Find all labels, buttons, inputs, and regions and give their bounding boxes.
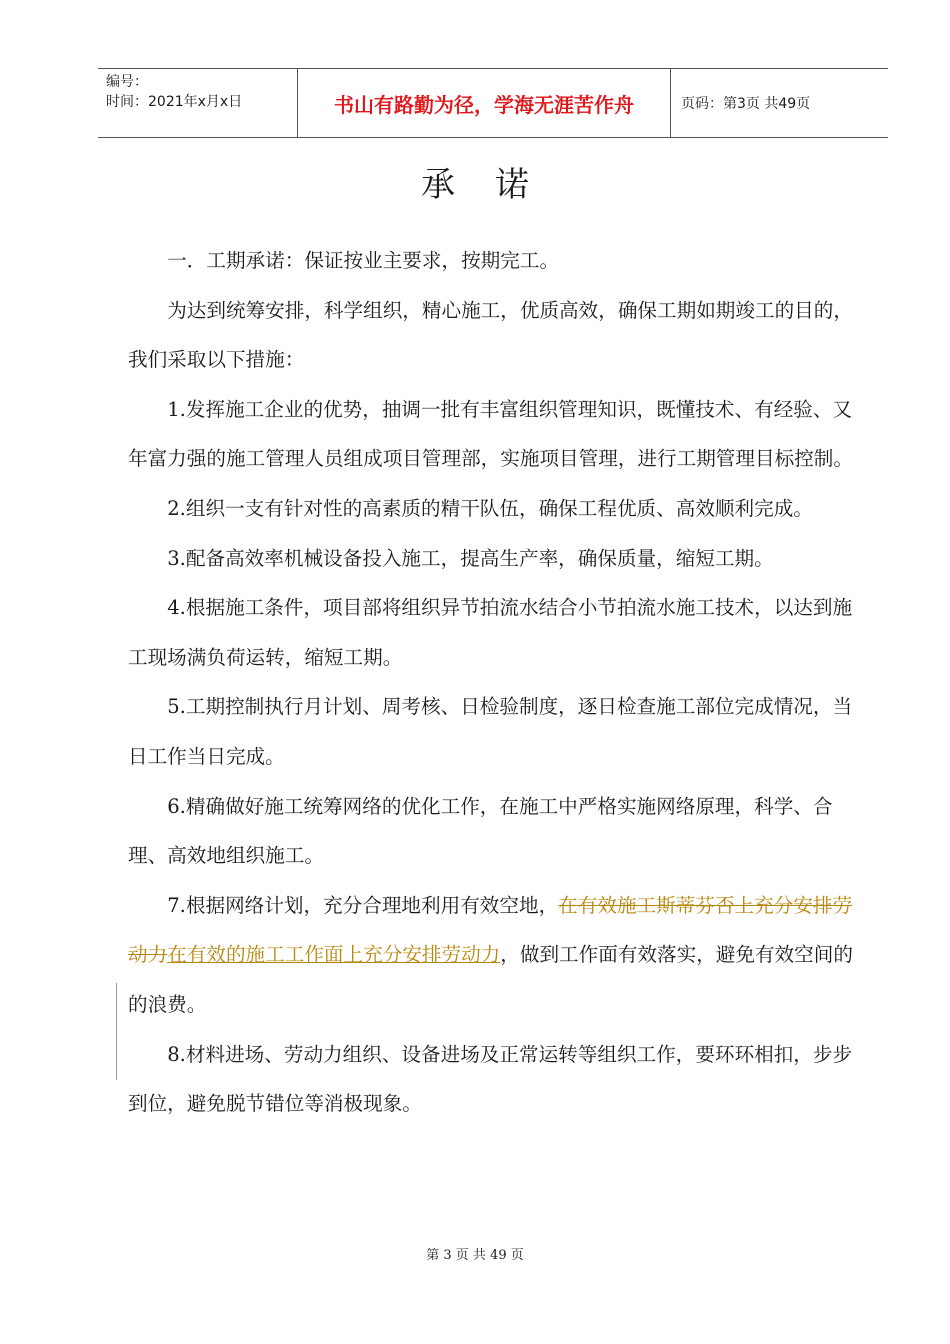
paragraph-9-text-a: 7.根据网络计划，充分合理地利用有效空地， bbox=[167, 893, 559, 917]
paragraph-9 bbox=[128, 881, 862, 1030]
document-title: 承诺 bbox=[421, 165, 569, 205]
paragraph-3: 1.发挥施工企业的优势，抽调一批有丰富组织管理知识，既懂技术、有经验、又年富力强的施工管理人员组成项目管理部，实施项目管理，进行工期管理目标控制。 bbox=[128, 397, 853, 471]
header-number-label: 编号： bbox=[106, 74, 148, 90]
deleted-revision-text: 在有效施工斯蒂芬否上充分安排劳动力 bbox=[128, 893, 853, 967]
header-motto: 书山有路勤为径，学海无涯苦作舟 bbox=[298, 69, 671, 137]
paragraph-5: 3.配备高效率机械设备投入施工，提高生产率，确保质量，缩短工期。 bbox=[167, 546, 774, 570]
inserted-revision-text: 在有效的施工工作面上充分安排劳动力 bbox=[167, 943, 501, 967]
paragraph-7: 5.工期控制执行月计划、周考核、日检验制度，逐日检查施工部位完成情况，当日工作当日完成。 bbox=[128, 695, 853, 768]
page-header bbox=[98, 68, 888, 138]
paragraph-6: 4.根据施工条件，项目部将组织异节拍流水结合小节拍流水施工技术，以达到施工现场满负荷运转，缩短工期。 bbox=[128, 596, 853, 669]
paragraph-8: 6.精确做好施工统筹网络的优化工作，在施工中严格实施网络原理，科学、合理、高效地组织施工。 bbox=[128, 794, 833, 868]
paragraph-2: 为达到统筹安排，科学组织，精心施工，优质高效，确保工期如期竣工的目的，我们采取以下措施： bbox=[128, 298, 853, 372]
document-body bbox=[128, 236, 862, 1129]
paragraph-9-text-b: ，做到工作面有效落实，避免有效空间的的浪费。 bbox=[128, 943, 853, 1016]
header-time-label: 时间：2021年x月x日 bbox=[106, 94, 243, 110]
page-footer: 第 3 页 共 49 页 bbox=[426, 1248, 524, 1263]
header-page-info: 页码：第3页 共49页 bbox=[681, 96, 811, 112]
paragraph-1: 一．工期承诺：保证按业主要求，按期完工。 bbox=[167, 249, 560, 272]
paragraph-10: 8.材料进场、劳动力组织、设备进场及正常运转等组织工作，要环环相扣，步步到位，避免脱节错位等消极现象。 bbox=[128, 1042, 853, 1116]
revision-change-bar bbox=[116, 983, 117, 1080]
paragraph-4: 2.组织一支有针对性的高素质的精干队伍，确保工程优质、高效顺利完成。 bbox=[167, 496, 813, 520]
header-meta bbox=[98, 69, 298, 137]
